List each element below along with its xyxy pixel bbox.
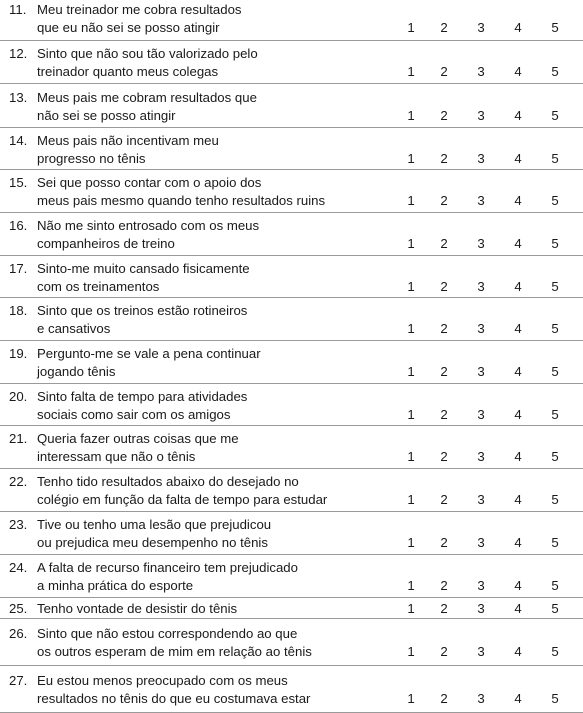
questionnaire-item xyxy=(0,128,583,170)
scale-option-3[interactable]: 3 xyxy=(477,235,485,251)
scale-option-2[interactable]: 2 xyxy=(440,192,448,208)
scale-option-3[interactable]: 3 xyxy=(477,363,485,379)
scale-option-3[interactable]: 3 xyxy=(477,690,485,706)
item-number: 18. xyxy=(9,303,28,318)
scale-option-5[interactable]: 5 xyxy=(551,577,559,593)
questionnaire-item xyxy=(0,384,583,426)
scale-option-3[interactable]: 3 xyxy=(477,19,485,35)
scale-option-1[interactable]: 1 xyxy=(407,577,415,593)
scale-option-5[interactable]: 5 xyxy=(551,534,559,550)
scale-option-5[interactable]: 5 xyxy=(551,235,559,251)
item-text-line: Sinto falta de tempo para atividades xyxy=(37,389,248,404)
item-text-line: Eu estou menos preocupado com os meus xyxy=(37,673,288,688)
scale-option-4[interactable]: 4 xyxy=(514,107,522,123)
item-text-line: Sinto que os treinos estão rotineiros xyxy=(37,303,248,318)
scale-option-4[interactable]: 4 xyxy=(514,577,522,593)
item-text-line: Sinto-me muito cansado fisicamente xyxy=(37,261,250,276)
scale-option-3[interactable]: 3 xyxy=(477,63,485,79)
item-text-line: Queria fazer outras coisas que me xyxy=(37,431,239,446)
item-text-line: com os treinamentos xyxy=(37,278,160,294)
scale-option-1[interactable]: 1 xyxy=(407,19,415,35)
scale-option-5[interactable]: 5 xyxy=(551,643,559,659)
scale-option-5[interactable]: 5 xyxy=(551,192,559,208)
item-text-line: meus pais mesmo quando tenho resultados ruins xyxy=(37,192,326,208)
item-number: 16. xyxy=(9,218,28,233)
item-number: 22. xyxy=(9,474,28,489)
scale-option-1[interactable]: 1 xyxy=(407,363,415,379)
item-number: 23. xyxy=(9,517,28,532)
scale-option-3[interactable]: 3 xyxy=(477,320,485,336)
scale-option-1[interactable]: 1 xyxy=(407,448,415,464)
item-text-line: não sei se posso atingir xyxy=(37,107,176,123)
scale-option-2[interactable]: 2 xyxy=(440,577,448,593)
scale-option-4[interactable]: 4 xyxy=(514,320,522,336)
scale-option-1[interactable]: 1 xyxy=(407,601,415,616)
scale-option-4[interactable]: 4 xyxy=(514,534,522,550)
questionnaire-item xyxy=(0,666,583,713)
scale-option-5[interactable]: 5 xyxy=(551,363,559,379)
item-text-line: Tenho vontade de desistir do tênis xyxy=(37,601,238,616)
scale-option-1[interactable]: 1 xyxy=(407,690,415,706)
scale-option-2[interactable]: 2 xyxy=(440,320,448,336)
scale-option-1[interactable]: 1 xyxy=(407,534,415,550)
item-text-line: progresso no tênis xyxy=(37,150,146,166)
scale-option-5[interactable]: 5 xyxy=(551,107,559,123)
item-number: 12. xyxy=(9,46,28,61)
questionnaire-item xyxy=(0,213,583,256)
scale-option-1[interactable]: 1 xyxy=(407,491,415,507)
scale-option-1[interactable]: 1 xyxy=(407,320,415,336)
item-number: 27. xyxy=(9,673,28,688)
scale-option-3[interactable]: 3 xyxy=(477,192,485,208)
scale-option-2[interactable]: 2 xyxy=(440,534,448,550)
item-text-line: Sinto que não estou correspondendo ao que xyxy=(37,626,298,641)
item-number: 20. xyxy=(9,389,28,404)
item-number: 24. xyxy=(9,560,28,575)
scale-option-4[interactable]: 4 xyxy=(514,363,522,379)
scale-option-4[interactable]: 4 xyxy=(514,406,522,422)
scale-option-2[interactable]: 2 xyxy=(440,601,448,616)
scale-option-2[interactable]: 2 xyxy=(440,278,448,294)
item-text-line: e cansativos xyxy=(37,320,111,336)
item-text-line: companheiros de treino xyxy=(37,235,175,251)
scale-option-4[interactable]: 4 xyxy=(514,448,522,464)
item-text-line: Meus pais não incentivam meu xyxy=(37,133,219,148)
item-text-line: treinador quanto meus colegas xyxy=(37,63,219,79)
scale-option-5[interactable]: 5 xyxy=(551,63,559,79)
item-text-line: a minha prática do esporte xyxy=(37,577,194,593)
scale-option-2[interactable]: 2 xyxy=(440,363,448,379)
item-text-line: os outros esperam de mim em relação ao tênis xyxy=(37,643,312,659)
scale-option-2[interactable]: 2 xyxy=(440,235,448,251)
item-number: 17. xyxy=(9,261,28,276)
scale-option-2[interactable]: 2 xyxy=(440,150,448,166)
questionnaire-item xyxy=(0,170,583,213)
scale-option-3[interactable]: 3 xyxy=(477,643,485,659)
item-text-line: sociais como sair com os amigos xyxy=(37,406,231,422)
item-number: 11. xyxy=(9,2,27,17)
scale-option-2[interactable]: 2 xyxy=(440,19,448,35)
scale-option-5[interactable]: 5 xyxy=(551,406,559,422)
scale-option-3[interactable]: 3 xyxy=(477,107,485,123)
questionnaire-item xyxy=(0,598,583,619)
item-text-line: Tive ou tenho uma lesão que prejudicou xyxy=(37,517,272,532)
scale-option-3[interactable]: 3 xyxy=(477,577,485,593)
scale-option-5[interactable]: 5 xyxy=(551,320,559,336)
questionnaire-item xyxy=(0,84,583,128)
scale-option-1[interactable]: 1 xyxy=(407,63,415,79)
item-number: 25. xyxy=(9,601,28,616)
scale-option-4[interactable]: 4 xyxy=(514,601,522,616)
scale-option-4[interactable]: 4 xyxy=(514,63,522,79)
scale-option-4[interactable]: 4 xyxy=(514,19,522,35)
scale-option-3[interactable]: 3 xyxy=(477,448,485,464)
scale-option-4[interactable]: 4 xyxy=(514,235,522,251)
questionnaire-item xyxy=(0,298,583,341)
scale-option-1[interactable]: 1 xyxy=(407,192,415,208)
questionnaire-item xyxy=(0,512,583,555)
item-text-line: Sei que posso contar com o apoio dos xyxy=(37,175,262,190)
item-text-line: interessam que não o tênis xyxy=(37,448,196,464)
questionnaire-item xyxy=(0,0,583,41)
scale-option-5[interactable]: 5 xyxy=(551,448,559,464)
scale-option-1[interactable]: 1 xyxy=(407,278,415,294)
scale-option-1[interactable]: 1 xyxy=(407,150,415,166)
item-number: 26. xyxy=(9,626,28,641)
scale-option-1[interactable]: 1 xyxy=(407,107,415,123)
scale-option-5[interactable]: 5 xyxy=(551,491,559,507)
questionnaire-item xyxy=(0,341,583,384)
questionnaire-item xyxy=(0,555,583,598)
scale-option-2[interactable]: 2 xyxy=(440,63,448,79)
scale-option-4[interactable]: 4 xyxy=(514,278,522,294)
scale-option-5[interactable]: 5 xyxy=(551,601,559,616)
item-number: 21. xyxy=(9,431,28,446)
item-text-line: ou prejudica meu desempenho no tênis xyxy=(37,534,268,550)
item-text-line: colégio em função da falta de tempo para estudar xyxy=(37,491,328,507)
questionnaire-item xyxy=(0,469,583,512)
item-text-line: Não me sinto entrosado com os meus xyxy=(37,218,260,233)
scale-option-3[interactable]: 3 xyxy=(477,150,485,166)
item-text-line: jogando tênis xyxy=(37,363,116,379)
item-number: 14. xyxy=(9,133,28,148)
item-text-line: resultados no tênis do que eu costumava estar xyxy=(37,690,311,706)
scale-option-3[interactable]: 3 xyxy=(477,278,485,294)
scale-option-2[interactable]: 2 xyxy=(440,491,448,507)
scale-option-5[interactable]: 5 xyxy=(551,150,559,166)
scale-option-4[interactable]: 4 xyxy=(514,491,522,507)
scale-option-2[interactable]: 2 xyxy=(440,690,448,706)
scale-option-1[interactable]: 1 xyxy=(407,643,415,659)
item-text-line: Meus pais me cobram resultados que xyxy=(37,90,257,105)
scale-option-2[interactable]: 2 xyxy=(440,107,448,123)
scale-option-1[interactable]: 1 xyxy=(407,406,415,422)
item-text-line: Sinto que não sou tão valorizado pelo xyxy=(37,46,258,61)
questionnaire-item xyxy=(0,426,583,469)
item-number: 19. xyxy=(9,346,28,361)
scale-option-5[interactable]: 5 xyxy=(551,278,559,294)
item-text-line: que eu não sei se posso atingir xyxy=(37,19,220,35)
scale-option-4[interactable]: 4 xyxy=(514,690,522,706)
scale-option-3[interactable]: 3 xyxy=(477,534,485,550)
scale-option-3[interactable]: 3 xyxy=(477,406,485,422)
scale-option-1[interactable]: 1 xyxy=(407,235,415,251)
scale-option-2[interactable]: 2 xyxy=(440,643,448,659)
item-number: 13. xyxy=(9,90,28,105)
scale-option-4[interactable]: 4 xyxy=(514,150,522,166)
scale-option-3[interactable]: 3 xyxy=(477,601,485,616)
questionnaire-item xyxy=(0,41,583,84)
item-text-line: A falta de recurso financeiro tem prejudicado xyxy=(37,560,298,575)
scale-option-5[interactable]: 5 xyxy=(551,19,559,35)
scale-option-5[interactable]: 5 xyxy=(551,690,559,706)
scale-option-3[interactable]: 3 xyxy=(477,491,485,507)
scale-option-4[interactable]: 4 xyxy=(514,192,522,208)
item-text-line: Meu treinador me cobra resultados xyxy=(37,2,242,17)
item-number: 15. xyxy=(9,175,28,190)
questionnaire-item xyxy=(0,619,583,666)
scale-option-2[interactable]: 2 xyxy=(440,448,448,464)
questionnaire-item xyxy=(0,256,583,298)
scale-option-2[interactable]: 2 xyxy=(440,406,448,422)
item-text-line: Pergunto-me se vale a pena continuar xyxy=(37,346,261,361)
item-text-line: Tenho tido resultados abaixo do desejado no xyxy=(37,474,299,489)
scale-option-4[interactable]: 4 xyxy=(514,643,522,659)
